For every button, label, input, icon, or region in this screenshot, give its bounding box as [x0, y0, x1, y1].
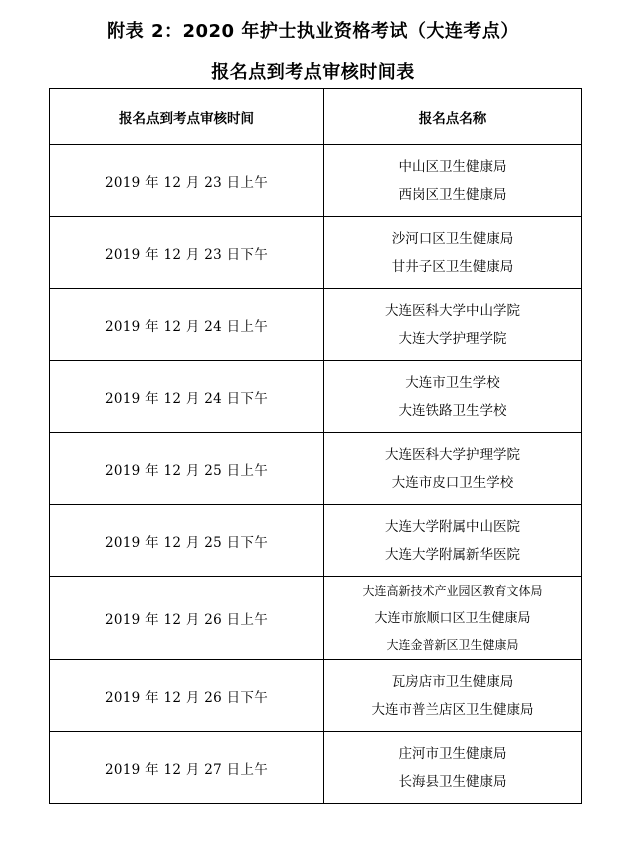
sites-cell — [324, 361, 582, 433]
sites-cell — [324, 217, 582, 289]
review-time-cell: 2019 年 12 月 23 日上午 — [50, 145, 324, 217]
site-name: 中山区卫生健康局 — [398, 158, 507, 175]
review-time-cell: 2019 年 12 月 26 日上午 — [50, 577, 324, 660]
table-header-row — [50, 89, 582, 145]
site-name: 甘井子区卫生健康局 — [391, 258, 514, 275]
document-title: 附表 2：2020 年护士执业资格考试（大连考点） — [107, 21, 519, 42]
header-review-time: 报名点到考点审核时间 — [50, 89, 324, 145]
site-name: 大连医科大学护理学院 — [385, 446, 520, 463]
site-name: 庄河市卫生健康局 — [398, 745, 507, 762]
table-row — [50, 433, 582, 505]
review-time-cell: 2019 年 12 月 27 日上午 — [50, 732, 324, 804]
site-name: 大连市卫生学校 — [405, 374, 500, 391]
site-name: 沙河口区卫生健康局 — [391, 230, 514, 247]
document-subtitle: 报名点到考点审核时间表 — [211, 62, 415, 83]
review-time-cell: 2019 年 12 月 24 日上午 — [50, 289, 324, 361]
site-name: 大连高新技术产业园区教育文体局 — [362, 583, 543, 598]
sites-cell — [324, 433, 582, 505]
review-time-cell: 2019 年 12 月 24 日下午 — [50, 361, 324, 433]
site-name: 西岗区卫生健康局 — [398, 186, 507, 203]
sites-cell — [324, 577, 582, 660]
site-name: 大连铁路卫生学校 — [398, 402, 507, 419]
site-name: 大连大学附属中山医院 — [385, 518, 520, 535]
table-row — [50, 577, 582, 660]
site-name: 大连大学附属新华医院 — [385, 546, 520, 563]
table-row — [50, 217, 582, 289]
review-time-cell: 2019 年 12 月 23 日下午 — [50, 217, 324, 289]
site-name: 大连医科大学中山学院 — [385, 302, 520, 319]
sites-cell — [324, 732, 582, 804]
table-row — [50, 145, 582, 217]
schedule-table — [49, 88, 582, 804]
site-name: 瓦房店市卫生健康局 — [391, 673, 514, 690]
sites-cell — [324, 145, 582, 217]
table-row — [50, 361, 582, 433]
table-row — [50, 505, 582, 577]
review-time-cell: 2019 年 12 月 26 日下午 — [50, 660, 324, 732]
sites-cell — [324, 660, 582, 732]
sites-cell — [324, 289, 582, 361]
site-name: 大连金普新区卫生健康局 — [386, 637, 519, 652]
table-row — [50, 289, 582, 361]
header-registration-site: 报名点名称 — [324, 89, 582, 145]
sites-cell — [324, 505, 582, 577]
table-row — [50, 732, 582, 804]
site-name: 大连市皮口卫生学校 — [391, 474, 514, 491]
review-time-cell: 2019 年 12 月 25 日上午 — [50, 433, 324, 505]
table-row — [50, 660, 582, 732]
review-time-cell: 2019 年 12 月 25 日下午 — [50, 505, 324, 577]
site-name: 大连市旅顺口区卫生健康局 — [374, 610, 531, 626]
site-name: 大连大学护理学院 — [398, 330, 507, 347]
site-name: 长海县卫生健康局 — [398, 773, 507, 790]
site-name: 大连市普兰店区卫生健康局 — [371, 701, 534, 718]
